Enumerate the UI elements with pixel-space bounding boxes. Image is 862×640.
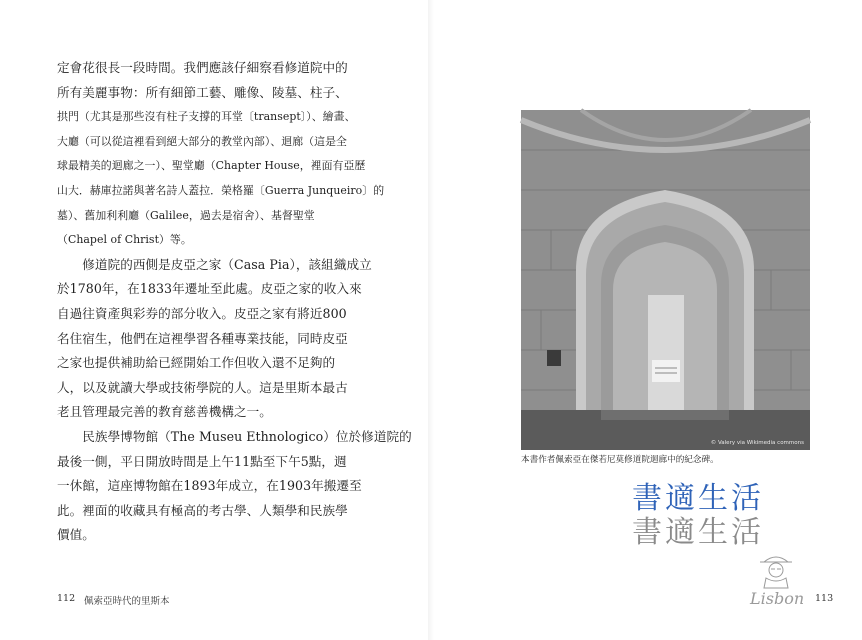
text-line: 定會花很長一段時間。我們應該仔細察看修道院中的	[57, 60, 348, 75]
running-head: 佩索亞時代的里斯本	[84, 596, 170, 607]
book-gutter	[428, 0, 434, 640]
text-line: 所有美麗事物：所有細節工藝、雕像、陵墓、柱子、	[57, 84, 348, 100]
text-line: 墓）、舊加利利廳（Galilee，過去是宿舍）、基督聖堂	[57, 208, 315, 222]
text-line: 最後一側，平日開放時間是上午11點至下午5點，週	[57, 453, 347, 469]
text-line: 此。裡面的收藏具有極高的考古學、人類學和民族學	[57, 502, 348, 518]
text-line: 大廳（可以從這裡看到絕大部分的教堂內部）、迴廊（這是全	[57, 134, 347, 148]
logo-text-gray: 書適生活	[632, 515, 764, 550]
photo-caption: 本書作者佩索亞在傑若尼莫修道院迴廊中的紀念碑。	[521, 455, 719, 465]
text-line: 於1780年，在1833年遷址至此處。皮亞之家的收入來	[57, 281, 362, 297]
text-line: （Chapel of Christ）等。	[57, 233, 192, 247]
text-line: 修道院的西側是皮亞之家（Casa Pia），該組織成立	[57, 256, 372, 272]
monument-photo	[521, 110, 810, 450]
text-line: 球最精美的迴廊之一）、聖堂廳（Chapter House，裡面有亞歷	[57, 159, 366, 173]
text-line: 民族學博物館（The Museu Ethnologico）位於修道院的	[57, 428, 412, 444]
publisher-logo	[632, 482, 764, 550]
text-line: 拱門（尤其是那些沒有柱子支撐的耳堂〔transept〕）、繪畫、	[57, 110, 356, 124]
photo-credit: © Valery via Wikimedia commons	[710, 440, 804, 446]
cloister-arch-illustration	[521, 110, 810, 450]
text-line: 自過往資產與彩券的部分收入。皮亞之家有將近800	[57, 305, 347, 321]
sketch-signature: Lisbon	[750, 589, 805, 608]
text-line: 之家也提供補助給已經開始工作但收入還不足夠的	[57, 355, 336, 371]
text-line: 價值。	[57, 527, 95, 543]
text-line: 一休館，這座博物館在1893年成立，在1903年搬遷至	[57, 478, 362, 494]
text-line: 名住宿生，他們在這裡學習各種專業技能，同時皮亞	[57, 330, 348, 346]
right-page-number: 113	[815, 593, 834, 604]
left-page-number: 112	[57, 593, 76, 604]
pessoa-sketch-icon	[742, 548, 812, 610]
text-line: 山大．赫庫拉諾與著名詩人蓋拉．榮格羅〔Guerra Junqueiro〕的	[57, 183, 385, 197]
text-line: 老且管理最完善的教育慈善機構之一。	[57, 404, 272, 420]
logo-text-blue: 書適生活	[632, 481, 764, 516]
text-line: 人，以及就讀大學或技術學院的人。這是里斯本最古	[57, 379, 348, 395]
left-page-body-text	[57, 56, 412, 548]
